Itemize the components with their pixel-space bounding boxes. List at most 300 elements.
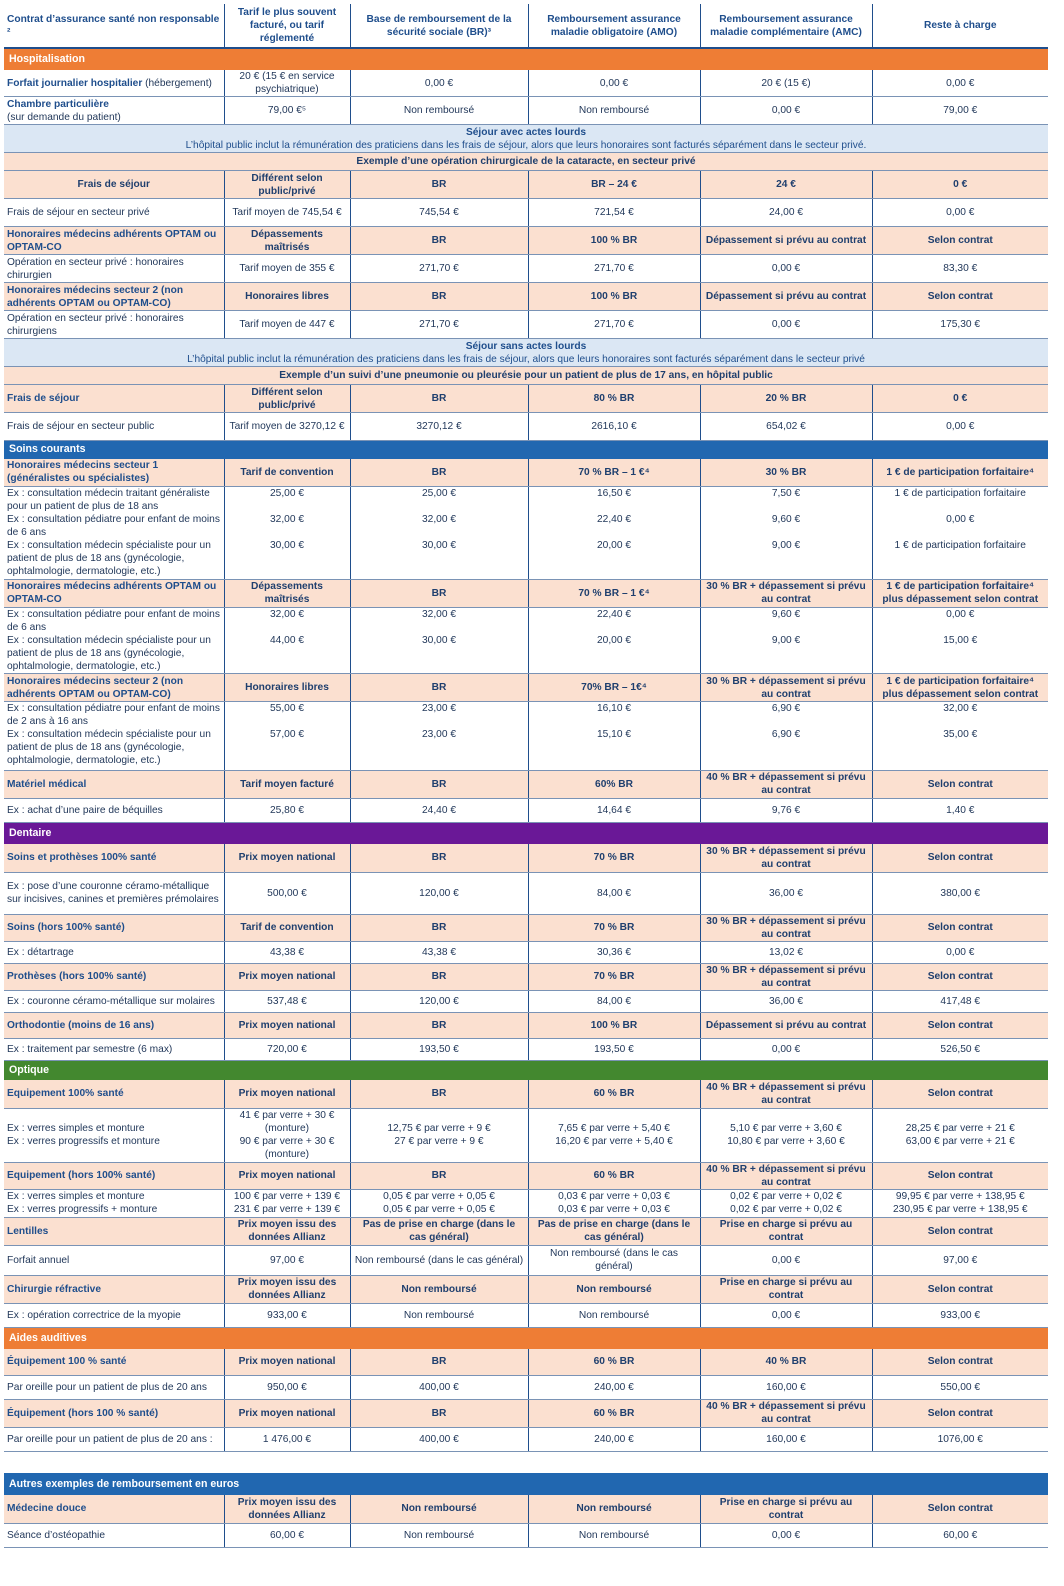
header-br: Base de remboursement de la sécurité sociale (BR)³ xyxy=(350,4,528,48)
cell: BR – 24 € xyxy=(528,171,700,199)
cell: 30 % BR + dépassement si prévu au contrat xyxy=(700,844,872,872)
cell: 60,00 € xyxy=(872,1523,1048,1547)
cell: 20 € (15 €) xyxy=(700,70,872,97)
reimbursement-table xyxy=(4,4,1048,1548)
cell: 70 % BR – 1 €⁴ xyxy=(528,579,700,607)
example-title: Exemple d’une opération chirurgicale de la cataracte, en secteur privé xyxy=(4,153,1048,171)
spacer xyxy=(4,1451,1048,1473)
cell: BR xyxy=(350,171,528,199)
row-label: Ex : achat d’une paire de béquilles xyxy=(4,798,224,822)
cell: 120,00 € xyxy=(350,872,528,914)
cell: Selon contrat xyxy=(872,914,1048,941)
row-label: Ex : couronne céramo-métallique sur molaires xyxy=(4,990,224,1012)
cell: 32,00 € xyxy=(224,513,350,539)
cell: Selon contrat xyxy=(872,963,1048,990)
cell: Non remboursé xyxy=(350,1523,528,1547)
cell: Dépassements maîtrisés xyxy=(224,227,350,255)
cell: 500,00 € xyxy=(224,872,350,914)
cell: 0,00 € xyxy=(872,199,1048,227)
cell: 57,00 € xyxy=(224,728,350,770)
table-row xyxy=(4,770,1048,798)
cell: 0,00 € xyxy=(700,255,872,283)
row-label: Ex : consultation pédiatre pour enfant de moins de 2 ans à 16 ans xyxy=(4,702,224,729)
cell: Prix moyen national xyxy=(224,963,350,990)
cell: 0,00 € xyxy=(872,70,1048,97)
table-row xyxy=(4,674,1048,702)
cell: 70 % BR – 1 €⁴ xyxy=(528,459,700,487)
cell: 0,02 € par verre + 0,02 € 0,02 € par verre + 0,02 € xyxy=(700,1189,872,1217)
cell: 25,00 € xyxy=(224,487,350,514)
cell: 43,38 € xyxy=(350,941,528,963)
row-label: Forfait journalier hospitalier (hébergement) xyxy=(4,70,224,97)
cell: Prix moyen national xyxy=(224,1399,350,1427)
row-label: Ex : opération correctrice de la myopie xyxy=(4,1303,224,1327)
cell: 240,00 € xyxy=(528,1375,700,1399)
band-row xyxy=(4,339,1048,367)
cell: 60 % BR xyxy=(528,1162,700,1189)
cell: 70 % BR xyxy=(528,844,700,872)
cell: 35,00 € xyxy=(872,728,1048,770)
cell: 97,00 € xyxy=(224,1245,350,1275)
table-row xyxy=(4,702,1048,729)
cell: 22,40 € xyxy=(528,513,700,539)
cell: BR xyxy=(350,1399,528,1427)
cell: 99,95 € par verre + 138,95 € 230,95 € par verre + 138,95 € xyxy=(872,1189,1048,1217)
header-tarif: Tarif le plus souvent facturé, ou tarif réglementé xyxy=(224,4,350,48)
cell: 60 % BR xyxy=(528,1399,700,1427)
cell: Selon contrat xyxy=(872,1349,1048,1375)
cell: 20,00 € xyxy=(528,539,700,579)
cell: 2616,10 € xyxy=(528,413,700,441)
row-label: Séance d’ostéopathie xyxy=(4,1523,224,1547)
cell: Pas de prise en charge (dans le cas général) xyxy=(528,1217,700,1245)
cell: Dépassement si prévu au contrat xyxy=(700,1012,872,1038)
cell: 0,05 € par verre + 0,05 € 0,05 € par verre + 0,05 € xyxy=(350,1189,528,1217)
cell: Tarif moyen facturé xyxy=(224,770,350,798)
row-label: Lentilles xyxy=(4,1217,224,1245)
table-row xyxy=(4,1495,1048,1523)
cell: 83,30 € xyxy=(872,255,1048,283)
cell: 20 % BR xyxy=(700,385,872,413)
cell: 24,40 € xyxy=(350,798,528,822)
example-title: Exemple d’un suivi d’une pneumonie ou pleurésie pour un patient de plus de 17 ans, en hôpital public xyxy=(4,367,1048,385)
cell: BR xyxy=(350,1012,528,1038)
row-label: Honoraires médecins secteur 1 (généralistes ou spécialistes) xyxy=(4,459,224,487)
row-label: Ex : verres simples et monture Ex : verres progressifs et monture xyxy=(4,1108,224,1162)
table-row xyxy=(4,459,1048,487)
row-label: Ex : consultation médecin spécialiste pour un patient de plus de 18 ans (gynécologie, ophtalmologie, dermatologie, etc.) xyxy=(4,539,224,579)
band-text: Séjour sans actes lourds L’hôpital public inclut la rémunération des praticiens dans les frais de séjour, alors que leurs honoraires sont facturés séparément dans le secteur privé xyxy=(4,339,1048,367)
cell: 654,02 € xyxy=(700,413,872,441)
cell: Honoraires libres xyxy=(224,283,350,311)
cell: 0,03 € par verre + 0,03 € 0,03 € par verre + 0,03 € xyxy=(528,1189,700,1217)
cell: 0,00 € xyxy=(528,70,700,97)
table-row xyxy=(4,1275,1048,1303)
cell: 70 % BR xyxy=(528,914,700,941)
table-row xyxy=(4,634,1048,674)
table-row xyxy=(4,844,1048,872)
row-label: Frais de séjour en secteur public xyxy=(4,413,224,441)
cell: 55,00 € xyxy=(224,702,350,729)
cell: 23,00 € xyxy=(350,728,528,770)
section-autres xyxy=(4,1473,1048,1495)
cell: 70 % BR xyxy=(528,963,700,990)
section-title: Soins courants xyxy=(4,441,1048,459)
cell: 400,00 € xyxy=(350,1375,528,1399)
cell: Prise en charge si prévu au contrat xyxy=(700,1217,872,1245)
row-label: Par oreille pour un patient de plus de 20 ans xyxy=(4,1375,224,1399)
cell: 32,00 € xyxy=(872,702,1048,729)
cell: Selon contrat xyxy=(872,844,1048,872)
cell: 14,64 € xyxy=(528,798,700,822)
row-label: Soins (hors 100% santé) xyxy=(4,914,224,941)
cell: 0,00 € xyxy=(700,1303,872,1327)
band-row xyxy=(4,125,1048,153)
cell: BR xyxy=(350,963,528,990)
cell: Pas de prise en charge (dans le cas général) xyxy=(350,1217,528,1245)
cell: 28,25 € par verre + 21 € 63,00 € par verre + 21 € xyxy=(872,1108,1048,1162)
example-row xyxy=(4,367,1048,385)
cell: Selon contrat xyxy=(872,1080,1048,1108)
row-label: Ex : pose d’une couronne céramo-métallique sur incisives, canines et premières prémolaires xyxy=(4,872,224,914)
row-label: Soins et prothèses 100% santé xyxy=(4,844,224,872)
row-label: Ex : détartrage xyxy=(4,941,224,963)
cell: 175,30 € xyxy=(872,311,1048,339)
cell: 9,00 € xyxy=(700,634,872,674)
cell: 30 % BR + dépassement si prévu au contrat xyxy=(700,579,872,607)
cell: 30 % BR xyxy=(700,459,872,487)
cell: 36,00 € xyxy=(700,990,872,1012)
cell: 0,00 € xyxy=(872,941,1048,963)
table-row xyxy=(4,1375,1048,1399)
cell: 7,50 € xyxy=(700,487,872,514)
cell: 160,00 € xyxy=(700,1427,872,1451)
cell: 1 476,00 € xyxy=(224,1427,350,1451)
cell: BR xyxy=(350,459,528,487)
cell: 0,00 € xyxy=(700,1523,872,1547)
cell: 40 % BR + dépassement si prévu au contrat xyxy=(700,1399,872,1427)
cell: Non remboursé xyxy=(528,1303,700,1327)
cell: Non remboursé xyxy=(528,97,700,125)
example-row xyxy=(4,153,1048,171)
table-row xyxy=(4,1303,1048,1327)
header-contrat: Contrat d’assurance santé non responsable ² xyxy=(4,4,224,48)
cell: 40 % BR + dépassement si prévu au contrat xyxy=(700,1162,872,1189)
cell: 6,90 € xyxy=(700,728,872,770)
cell: Dépassement si prévu au contrat xyxy=(700,283,872,311)
table-row xyxy=(4,990,1048,1012)
cell: 32,00 € xyxy=(224,607,350,634)
table-row xyxy=(4,1162,1048,1189)
cell: 933,00 € xyxy=(872,1303,1048,1327)
table-row xyxy=(4,1108,1048,1162)
cell: 40 % BR xyxy=(700,1349,872,1375)
cell: 9,60 € xyxy=(700,513,872,539)
cell: Tarif moyen de 355 € xyxy=(224,255,350,283)
cell: Non remboursé xyxy=(528,1523,700,1547)
cell: 79,00 € xyxy=(872,97,1048,125)
cell: 0,00 € xyxy=(700,1245,872,1275)
cell: BR xyxy=(350,1080,528,1108)
table-row xyxy=(4,70,1048,97)
header-amc: Remboursement assurance maladie complémentaire (AMC) xyxy=(700,4,872,48)
row-label: Prothèses (hors 100% santé) xyxy=(4,963,224,990)
cell: BR xyxy=(350,283,528,311)
cell: 9,76 € xyxy=(700,798,872,822)
section-soins-courants xyxy=(4,441,1048,459)
cell: 60% BR xyxy=(528,770,700,798)
cell: 6,90 € xyxy=(700,702,872,729)
cell: 30,00 € xyxy=(350,634,528,674)
cell: 1076,00 € xyxy=(872,1427,1048,1451)
table-row xyxy=(4,385,1048,413)
table-row xyxy=(4,872,1048,914)
cell: Selon contrat xyxy=(872,1495,1048,1523)
cell: 0,00 € xyxy=(700,311,872,339)
table-row xyxy=(4,1349,1048,1375)
row-label: Equipement (hors 100% santé) xyxy=(4,1162,224,1189)
row-label: Par oreille pour un patient de plus de 20 ans : xyxy=(4,1427,224,1451)
table-row xyxy=(4,1399,1048,1427)
cell: 44,00 € xyxy=(224,634,350,674)
cell: 0,00 € xyxy=(350,70,528,97)
cell: 60 % BR xyxy=(528,1349,700,1375)
cell: Prix moyen issu des données Allianz xyxy=(224,1217,350,1245)
cell: 84,00 € xyxy=(528,872,700,914)
table-row xyxy=(4,1189,1048,1217)
cell: 80 % BR xyxy=(528,385,700,413)
cell: BR xyxy=(350,770,528,798)
cell: 120,00 € xyxy=(350,990,528,1012)
cell: 30 % BR + dépassement si prévu au contrat xyxy=(700,674,872,702)
cell: Tarif moyen de 447 € xyxy=(224,311,350,339)
cell: 160,00 € xyxy=(700,1375,872,1399)
cell: 15,00 € xyxy=(872,634,1048,674)
cell: 240,00 € xyxy=(528,1427,700,1451)
row-label: Ex : consultation médecin traitant généraliste pour un patient de plus de 18 ans xyxy=(4,487,224,514)
cell: 550,00 € xyxy=(872,1375,1048,1399)
row-label: Ex : verres simples et monture Ex : verres progressifs + monture xyxy=(4,1189,224,1217)
cell: 100 € par verre + 139 € 231 € par verre + 139 € xyxy=(224,1189,350,1217)
cell: 41 € par verre + 30 € (monture) 90 € par verre + 30 € (monture) xyxy=(224,1108,350,1162)
band-text: Séjour avec actes lourds L’hôpital public inclut la rémunération des praticiens dans les frais de séjour, alors que leurs honoraires sont facturés séparément dans le secteur privé. xyxy=(4,125,1048,153)
row-label: Honoraires médecins adhérents OPTAM ou OPTAM-CO xyxy=(4,579,224,607)
section-title: Hospitalisation xyxy=(4,48,1048,70)
table-row xyxy=(4,487,1048,514)
cell: 1,40 € xyxy=(872,798,1048,822)
cell: Selon contrat xyxy=(872,227,1048,255)
cell: 0,00 € xyxy=(700,1038,872,1060)
section-optique xyxy=(4,1060,1048,1080)
cell: Prix moyen national xyxy=(224,1349,350,1375)
table-row xyxy=(4,798,1048,822)
cell: 100 % BR xyxy=(528,227,700,255)
header-row xyxy=(4,4,1048,48)
cell: 84,00 € xyxy=(528,990,700,1012)
row-label: Ex : traitement par semestre (6 max) xyxy=(4,1038,224,1060)
cell: 79,00 €⁵ xyxy=(224,97,350,125)
cell: 12,75 € par verre + 9 € 27 € par verre + 9 € xyxy=(350,1108,528,1162)
cell: 60,00 € xyxy=(224,1523,350,1547)
cell: 1 € de participation forfaitaire xyxy=(872,539,1048,579)
cell: 13,02 € xyxy=(700,941,872,963)
row-label: Matériel médical xyxy=(4,770,224,798)
row-label: Opération en secteur privé : honoraires chirurgien xyxy=(4,255,224,283)
cell: 720,00 € xyxy=(224,1038,350,1060)
table-row xyxy=(4,963,1048,990)
table-row xyxy=(4,1038,1048,1060)
table-row xyxy=(4,283,1048,311)
cell: 16,50 € xyxy=(528,487,700,514)
section-title: Optique xyxy=(4,1060,1048,1080)
cell: 30,00 € xyxy=(224,539,350,579)
cell: Tarif moyen de 745,54 € xyxy=(224,199,350,227)
cell: Différent selon public/privé xyxy=(224,385,350,413)
cell: Non remboursé xyxy=(350,1303,528,1327)
cell: 1 € de participation forfaitaire⁴ plus dépassement selon contrat xyxy=(872,579,1048,607)
cell: 43,38 € xyxy=(224,941,350,963)
cell: Prix moyen issu des données Allianz xyxy=(224,1495,350,1523)
cell: Dépassements maîtrisés xyxy=(224,579,350,607)
cell: 0,00 € xyxy=(700,97,872,125)
cell: 0,00 € xyxy=(872,413,1048,441)
cell: 400,00 € xyxy=(350,1427,528,1451)
cell: 30,00 € xyxy=(350,539,528,579)
cell: Prise en charge si prévu au contrat xyxy=(700,1495,872,1523)
cell: 30 % BR + dépassement si prévu au contrat xyxy=(700,914,872,941)
cell: BR xyxy=(350,674,528,702)
cell: BR xyxy=(350,579,528,607)
section-title: Autres exemples de remboursement en euros xyxy=(4,1473,1048,1495)
row-label: Médecine douce xyxy=(4,1495,224,1523)
table-row xyxy=(4,539,1048,579)
row-label: Frais de séjour en secteur privé xyxy=(4,199,224,227)
cell: 40 % BR + dépassement si prévu au contrat xyxy=(700,770,872,798)
cell: 100 % BR xyxy=(528,283,700,311)
table-row xyxy=(4,311,1048,339)
cell: BR xyxy=(350,844,528,872)
table-row xyxy=(4,607,1048,634)
cell: 193,50 € xyxy=(350,1038,528,1060)
table-row xyxy=(4,97,1048,125)
cell: Non remboursé xyxy=(528,1275,700,1303)
cell: Différent selon public/privé xyxy=(224,171,350,199)
table-row xyxy=(4,941,1048,963)
cell: 950,00 € xyxy=(224,1375,350,1399)
cell: Prix moyen national xyxy=(224,1080,350,1108)
cell: 1 € de participation forfaitaire xyxy=(872,487,1048,514)
table-row xyxy=(4,1245,1048,1275)
cell: BR xyxy=(350,1162,528,1189)
cell: 0,00 € xyxy=(872,513,1048,539)
cell: Non remboursé (dans le cas général) xyxy=(528,1245,700,1275)
cell: Non remboursé xyxy=(528,1495,700,1523)
table-row xyxy=(4,1427,1048,1451)
cell: 0,00 € xyxy=(872,607,1048,634)
cell: 70% BR – 1€⁴ xyxy=(528,674,700,702)
cell: Selon contrat xyxy=(872,283,1048,311)
cell: 721,54 € xyxy=(528,199,700,227)
cell: 745,54 € xyxy=(350,199,528,227)
row-label: Frais de séjour xyxy=(4,385,224,413)
table-row xyxy=(4,413,1048,441)
cell: 25,80 € xyxy=(224,798,350,822)
table-row xyxy=(4,728,1048,770)
cell: 1 € de participation forfaitaire⁴ plus dépassement selon contrat xyxy=(872,674,1048,702)
header-reste: Reste à charge xyxy=(872,4,1048,48)
cell: 7,65 € par verre + 5,40 € 16,20 € par verre + 5,40 € xyxy=(528,1108,700,1162)
section-title: Aides auditives xyxy=(4,1327,1048,1349)
cell: Selon contrat xyxy=(872,1275,1048,1303)
row-label: Chirurgie réfractive xyxy=(4,1275,224,1303)
row-label: Chambre particulière (sur demande du patient) xyxy=(4,97,224,125)
row-label: Ex : consultation médecin spécialiste pour un patient de plus de 18 ans (gynécologie, ophtalmologie, dermatologie, etc.) xyxy=(4,728,224,770)
table-row xyxy=(4,171,1048,199)
cell: Selon contrat xyxy=(872,770,1048,798)
row-label: Frais de séjour xyxy=(4,171,224,199)
cell: 32,00 € xyxy=(350,513,528,539)
table-row xyxy=(4,255,1048,283)
cell: Tarif moyen de 3270,12 € xyxy=(224,413,350,441)
cell: Non remboursé xyxy=(350,97,528,125)
table-row xyxy=(4,227,1048,255)
cell: Selon contrat xyxy=(872,1012,1048,1038)
cell: 193,50 € xyxy=(528,1038,700,1060)
cell: Prix moyen national xyxy=(224,1162,350,1189)
cell: Selon contrat xyxy=(872,1162,1048,1189)
cell: Non remboursé (dans le cas général) xyxy=(350,1245,528,1275)
cell: 3270,12 € xyxy=(350,413,528,441)
cell: 0 € xyxy=(872,171,1048,199)
cell: 32,00 € xyxy=(350,607,528,634)
cell: 5,10 € par verre + 3,60 € 10,80 € par verre + 3,60 € xyxy=(700,1108,872,1162)
cell: Honoraires libres xyxy=(224,674,350,702)
cell: 1 € de participation forfaitaire⁴ xyxy=(872,459,1048,487)
cell: Prix moyen national xyxy=(224,1012,350,1038)
cell: 537,48 € xyxy=(224,990,350,1012)
row-label: Ex : consultation pédiatre pour enfant de moins de 6 ans xyxy=(4,513,224,539)
row-label: Équipement 100 % santé xyxy=(4,1349,224,1375)
cell: 933,00 € xyxy=(224,1303,350,1327)
cell: Prise en charge si prévu au contrat xyxy=(700,1275,872,1303)
cell: Tarif de convention xyxy=(224,459,350,487)
cell: 16,10 € xyxy=(528,702,700,729)
cell: Selon contrat xyxy=(872,1399,1048,1427)
cell: 271,70 € xyxy=(350,255,528,283)
cell: Prix moyen issu des données Allianz xyxy=(224,1275,350,1303)
table-row xyxy=(4,513,1048,539)
cell: 20 € (15 € en service psychiatrique) xyxy=(224,70,350,97)
header-amo: Remboursement assurance maladie obligatoire (AMO) xyxy=(528,4,700,48)
cell: Dépassement si prévu au contrat xyxy=(700,227,872,255)
cell: 22,40 € xyxy=(528,607,700,634)
cell: 36,00 € xyxy=(700,872,872,914)
section-dentaire xyxy=(4,822,1048,844)
cell: 15,10 € xyxy=(528,728,700,770)
table-row xyxy=(4,914,1048,941)
row-label: Ex : consultation pédiatre pour enfant de moins de 6 ans xyxy=(4,607,224,634)
cell: BR xyxy=(350,914,528,941)
cell: 271,70 € xyxy=(528,255,700,283)
section-aides-auditives xyxy=(4,1327,1048,1349)
row-label: Forfait annuel xyxy=(4,1245,224,1275)
cell: 0 € xyxy=(872,385,1048,413)
table-row xyxy=(4,199,1048,227)
row-label: Ex : consultation médecin spécialiste pour un patient de plus de 18 ans (gynécologie, ophtalmologie, dermatologie, etc.) xyxy=(4,634,224,674)
cell: 30 % BR + dépassement si prévu au contrat xyxy=(700,963,872,990)
table-row xyxy=(4,1523,1048,1547)
row-label: Honoraires médecins secteur 2 (non adhérents OPTAM ou OPTAM-CO) xyxy=(4,283,224,311)
